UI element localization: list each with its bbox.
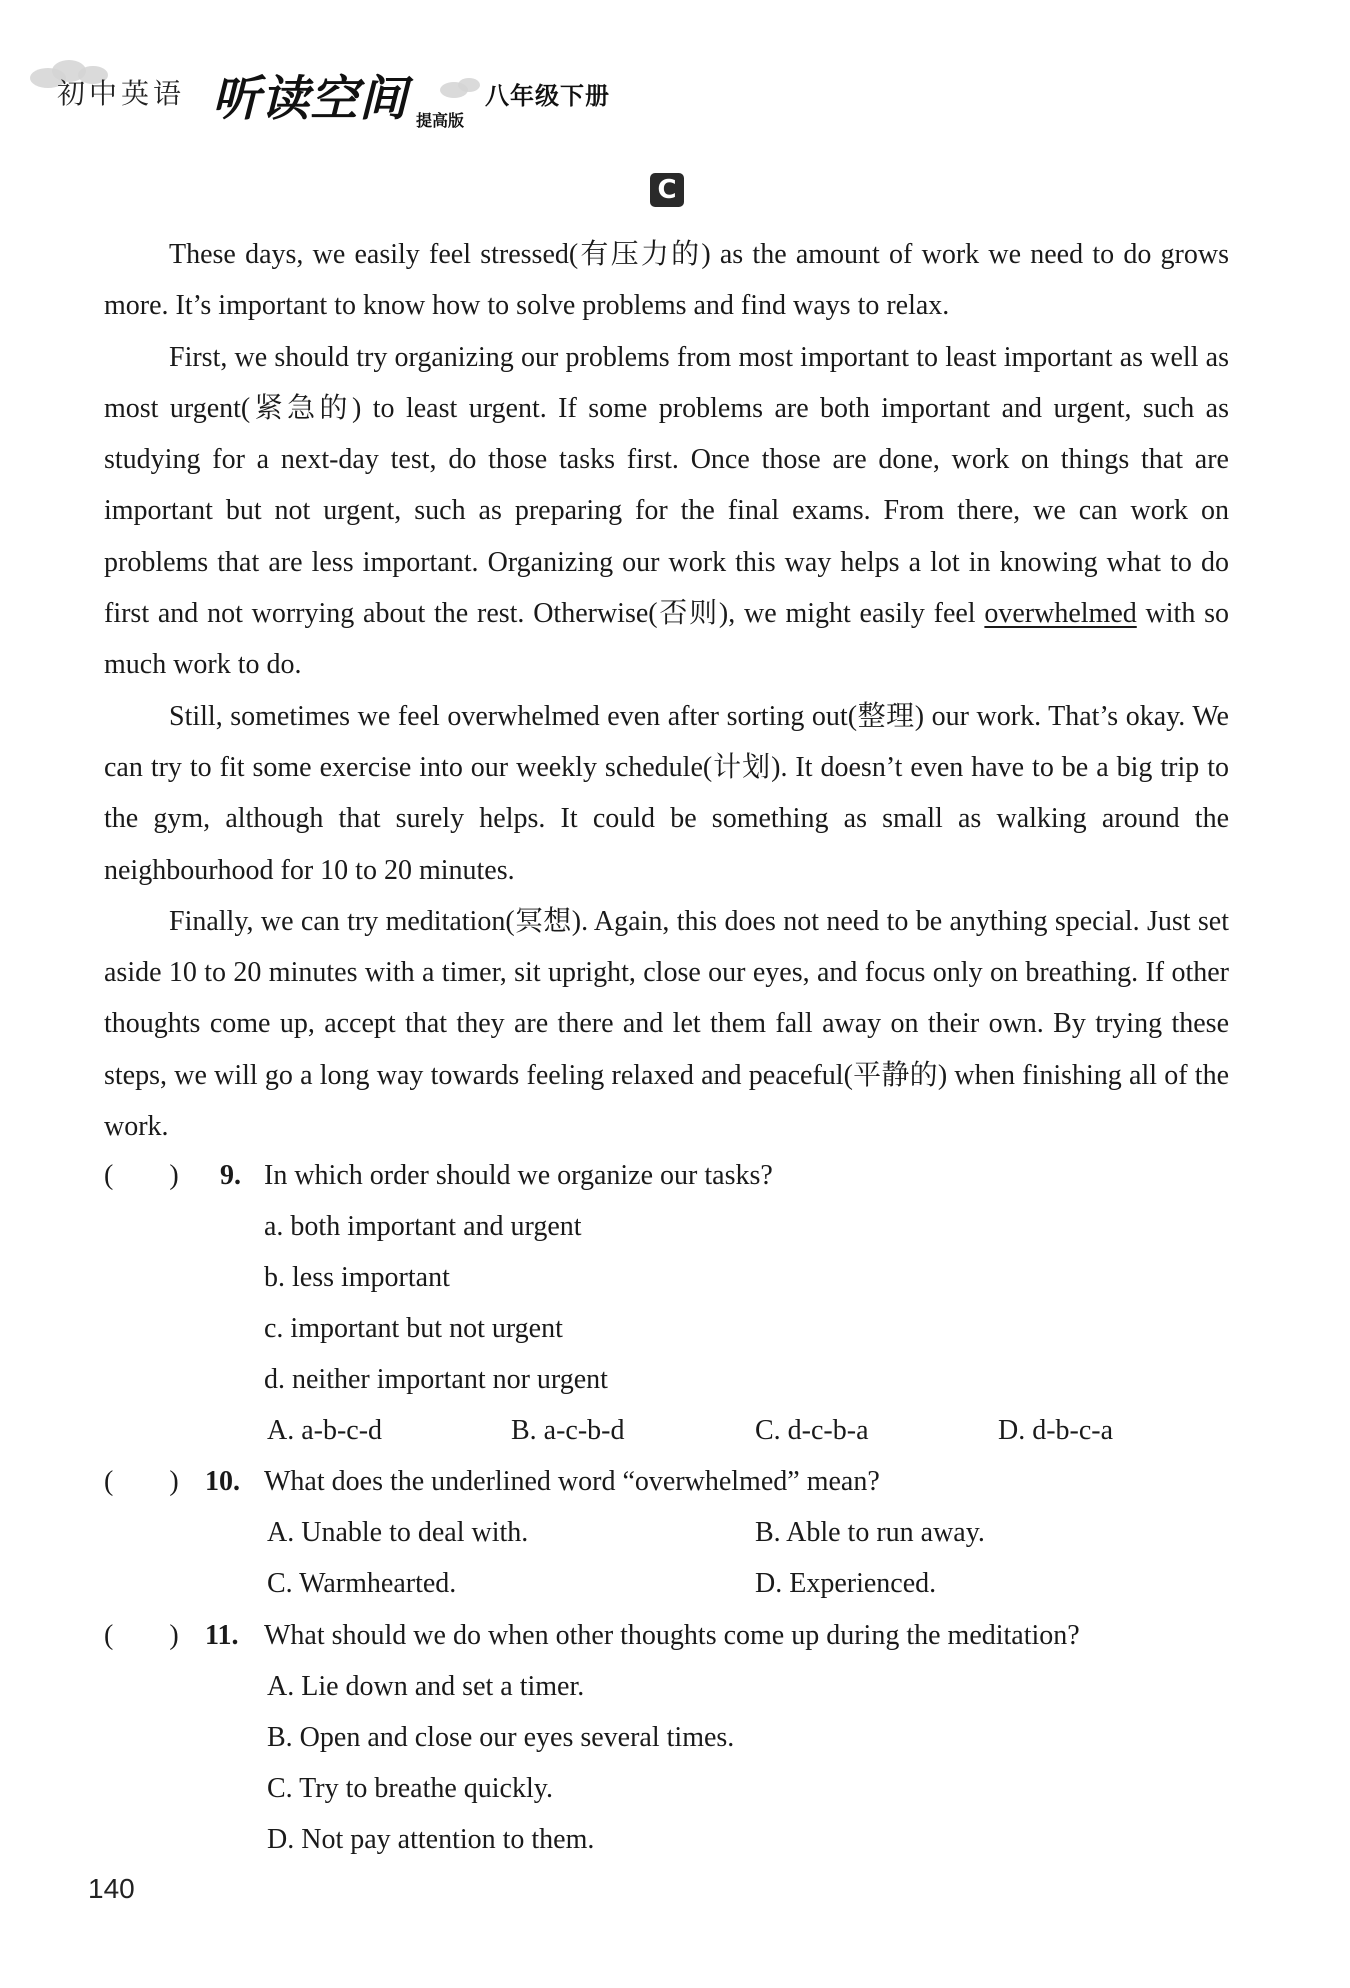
paragraph-text: First, we should try organizing our problems from most important to least important as well as most urgent(紧急的) to least urgent. If some problems are both important and urgent, such as studying for a next-day test, do those tasks first. Once those are done, work on things that are important but not urgent, such as preparing for the final exams. From there, we can work on problems that are less important. Organizing our work this way helps a lot in knowing what to do first and not worrying about the rest. Otherwise(否则), we might easily feel	[104, 341, 1229, 630]
page-number: 140	[88, 1873, 135, 1904]
passage-paragraph: These days, we easily feel stressed(有压力的) as the amount of work we need to do grows more. It’s important to know how to solve problems and find ways to relax.	[104, 239, 1229, 322]
question-text: What should we do when other thoughts come up during the meditation?	[264, 1620, 1080, 1651]
list-item: a. both important and urgent	[264, 1211, 582, 1242]
answer-option: D. d-b-c-a	[998, 1415, 1114, 1446]
answer-option: B. Open and close our eyes several times.	[267, 1722, 735, 1753]
cloud-decoration-icon	[458, 78, 480, 92]
question-number: 11.	[205, 1620, 239, 1651]
answer-option: A. Lie down and set a timer.	[267, 1671, 585, 1702]
list-item: d. neither important nor urgent	[264, 1364, 608, 1395]
grade-label: 八年级下册	[485, 82, 610, 110]
answer-option: D. Not pay attention to them.	[267, 1824, 595, 1855]
answer-option: C. d-c-b-a	[755, 1415, 869, 1446]
passage-paragraph: Still, sometimes we feel overwhelmed even after sorting out(整理) our work. That’s okay. We can try to fit some exercise into our weekly schedule(计划). It doesn’t even have to be a big trip to the gym, although that surely helps. It could be something as small as walking around the neighbourhood for 10 to 20 minutes.	[104, 700, 1229, 886]
question-10	[104, 1456, 1234, 1508]
question-number: 10.	[205, 1466, 240, 1497]
list-item: c. important but not urgent	[264, 1313, 563, 1344]
series-title: 初中英语	[57, 77, 186, 110]
edition-label: 提高版	[416, 111, 465, 130]
answer-option: B. Able to run away.	[755, 1517, 985, 1548]
list-item: b. less important	[264, 1262, 450, 1293]
question-11	[104, 1610, 1234, 1662]
question-9	[104, 1150, 1234, 1202]
answer-blank[interactable]: ( )	[104, 1620, 179, 1651]
answer-blank[interactable]: ( )	[104, 1160, 179, 1191]
answer-option: A. a-b-c-d	[267, 1415, 383, 1446]
answer-option: C. Warmhearted.	[267, 1568, 457, 1599]
answer-option: C. Try to breathe quickly.	[267, 1773, 553, 1804]
answer-option: A. Unable to deal with.	[267, 1517, 529, 1548]
answer-option: D. Experienced.	[755, 1568, 937, 1599]
reading-passage	[104, 229, 1229, 1152]
question-text: What does the underlined word “overwhelmed” mean?	[264, 1466, 880, 1497]
brand-logo: 听读空间	[212, 71, 409, 127]
page-header	[30, 50, 670, 140]
answer-option: B. a-c-b-d	[511, 1415, 625, 1446]
question-text: In which order should we organize our tasks?	[264, 1160, 773, 1191]
question-number: 9.	[220, 1160, 241, 1191]
passage-paragraph	[104, 332, 1229, 691]
underlined-word: overwhelmed	[984, 598, 1137, 630]
paragraph-text: with so much work to do.	[104, 598, 1229, 681]
passage-paragraph: Finally, we can try meditation(冥想). Again, this does not need to be anything special. Just set aside 10 to 20 minutes with a timer, sit upright, close our eyes, and focus only on breathing. If other thoughts come up, accept that they are there and let them fall away on their own. By trying these steps, we will go a long way towards feeling relaxed and peaceful(平静的) when finishing all of the work.	[104, 905, 1229, 1143]
answer-blank[interactable]: ( )	[104, 1466, 179, 1497]
section-marker: C	[650, 173, 684, 207]
